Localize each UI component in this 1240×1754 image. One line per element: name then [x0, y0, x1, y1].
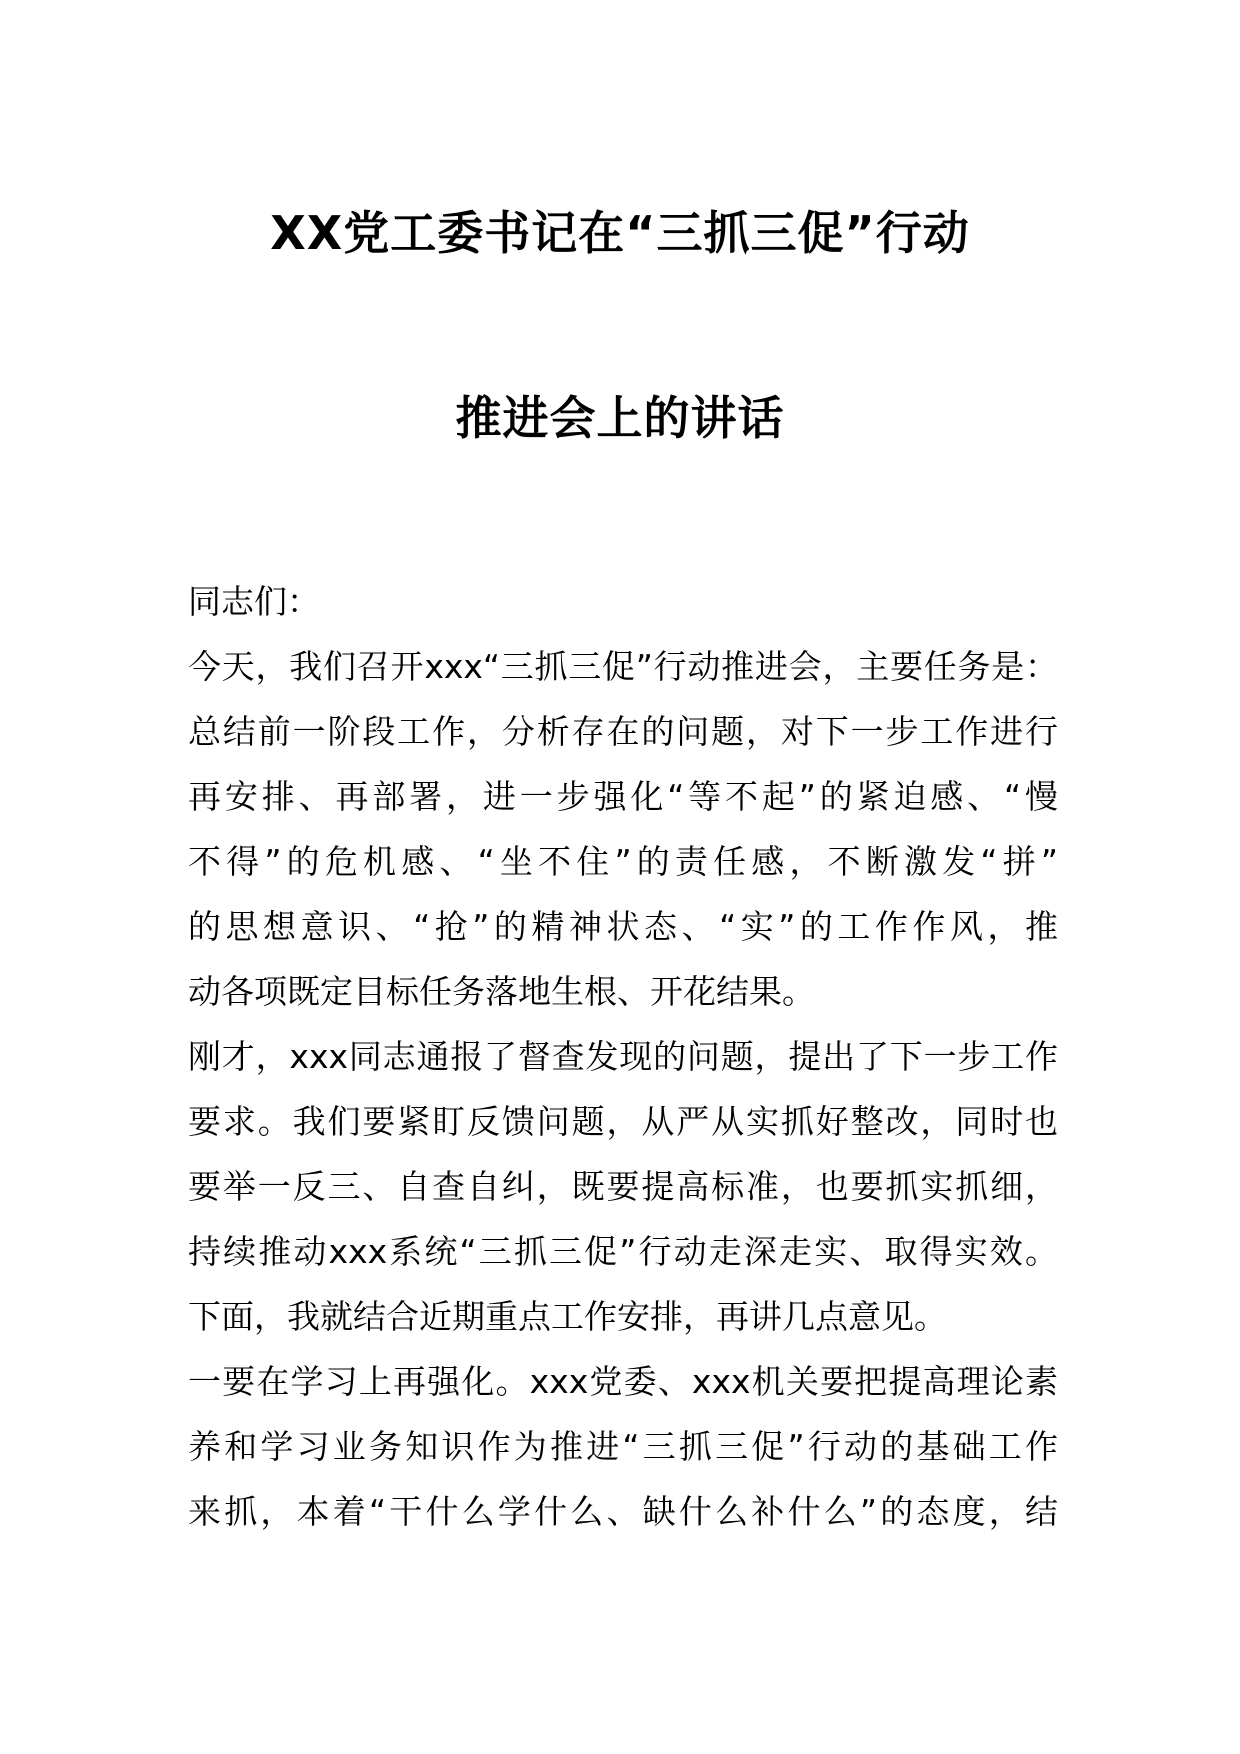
body-line: 养和学习业务知识作为推进“三抓三促”行动的基础工作	[188, 1427, 1058, 1466]
body-line: 下面，我就结合近期重点工作安排，再讲几点意见。	[188, 1297, 947, 1336]
body-line: 刚才，xxx同志通报了督查发现的问题，提出了下一步工作	[188, 1037, 1058, 1076]
body-line: 一要在学习上再强化。xxx党委、xxx机关要把提高理论素	[188, 1362, 1058, 1401]
body-line: 动各项既定目标任务落地生根、开花结果。	[188, 972, 815, 1011]
body-line: 要举一反三、自查自纠，既要提高标准，也要抓实抓细，	[188, 1167, 1058, 1206]
document-title-line2: 推进会上的讲话	[455, 391, 785, 445]
salutation: 同志们：	[188, 582, 320, 621]
body-line: 的思想意识、“抢”的精神状态、“实”的工作作风，推	[188, 907, 1058, 946]
body-line: 不得”的危机感、“坐不住”的责任感，不断激发“拼”	[188, 842, 1058, 881]
body-line: 总结前一阶段工作，分析存在的问题，对下一步工作进行	[188, 712, 1058, 751]
body-line: 今天，我们召开xxx“三抓三促”行动推进会，主要任务是：	[188, 647, 1058, 686]
body-line: 持续推动xxx系统“三抓三促”行动走深走实、取得实效。	[188, 1232, 1058, 1271]
body-line: 来抓，本着“干什么学什么、缺什么补什么”的态度，结	[188, 1492, 1058, 1531]
body-line: 再安排、再部署，进一步强化“等不起”的紧迫感、“慢	[188, 777, 1058, 816]
document-title-line1: XX党工委书记在“三抓三促”行动	[270, 206, 970, 260]
body-line: 要求。我们要紧盯反馈问题，从严从实抓好整改，同时也	[188, 1102, 1058, 1141]
